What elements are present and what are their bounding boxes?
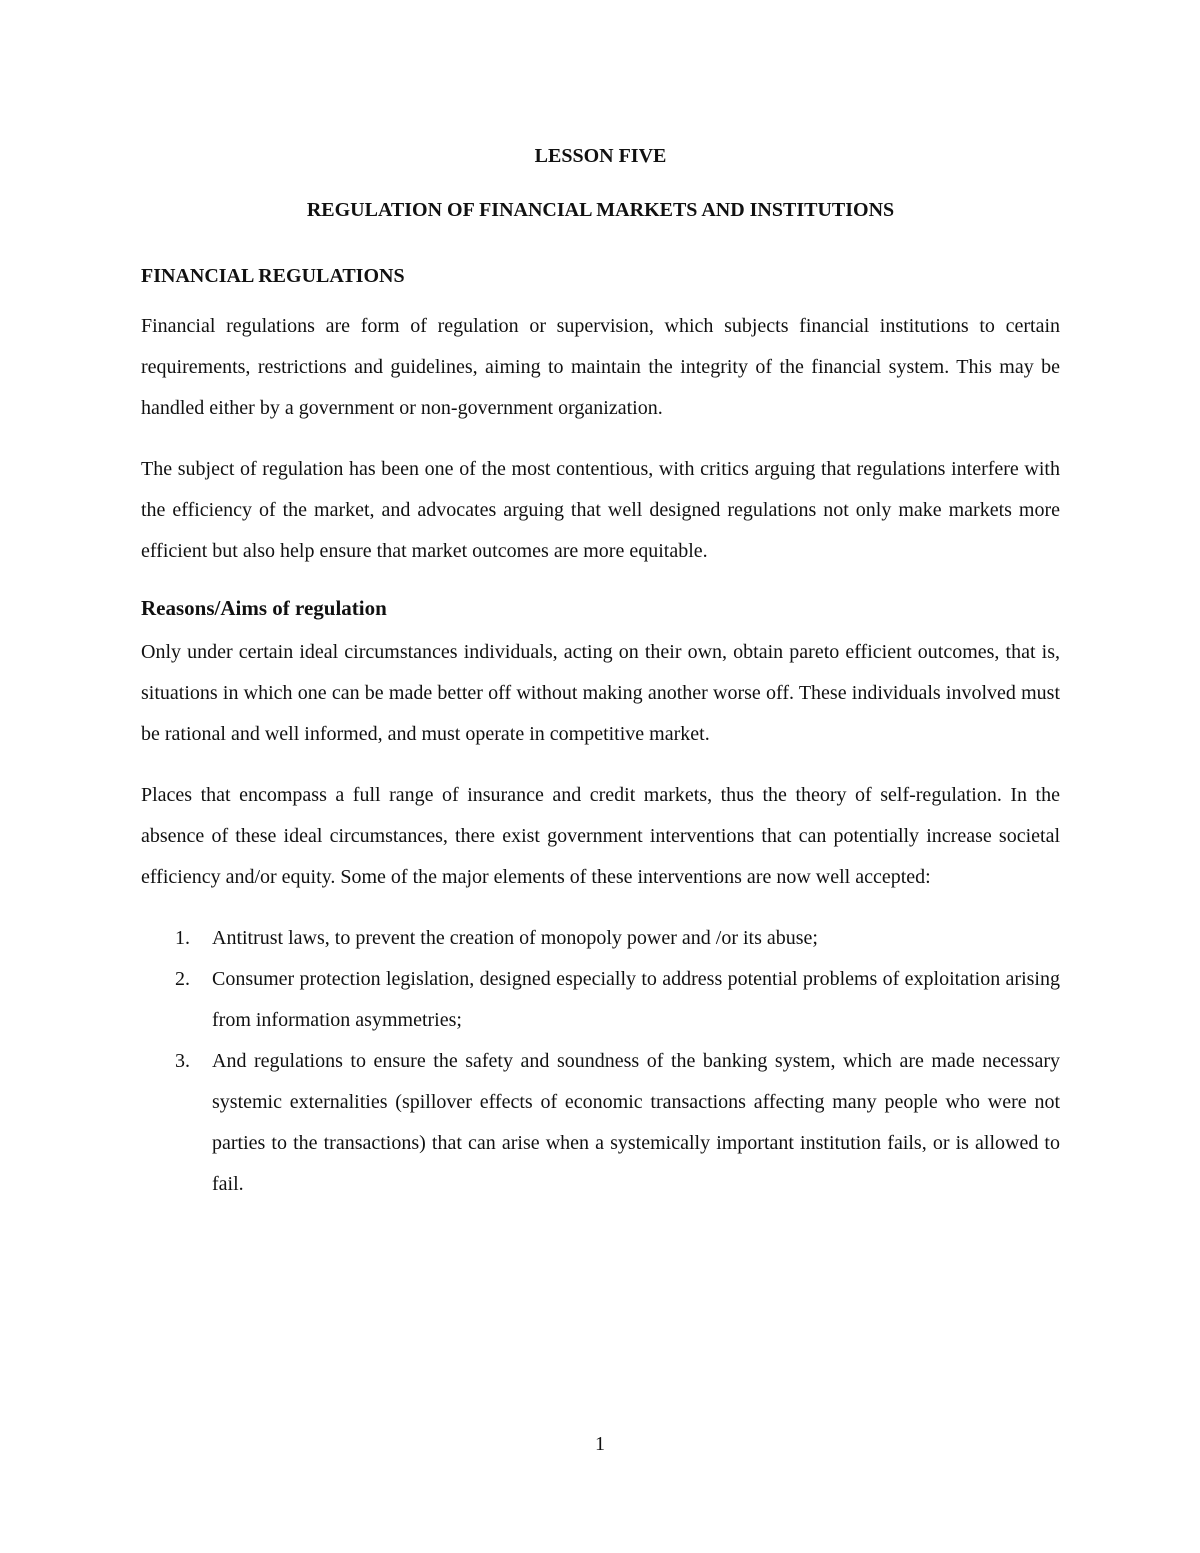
list-item-text: Consumer protection legislation, designed especially to address potential problems of exploitation arising from information asymmetries;	[212, 968, 1060, 1031]
list-item-number: 2.	[175, 968, 190, 990]
paragraph-contention: The subject of regulation has been one of the most contentious, with critics arguing that regulations interfere with the efficiency of the market, and advocates arguing that well designed regulations not only make markets more efficient but also help ensure that market outcomes are more equitable.	[141, 458, 1060, 562]
subheading-reasons: Reasons/Aims of regulation	[141, 596, 387, 620]
list-item	[141, 1041, 1060, 1205]
paragraph-interventions: Places that encompass a full range of insurance and credit markets, thus the theory of self-regulation. In the absence of these ideal circumstances, there exist government interventions that can potentially increase societal efficiency and/or equity. Some of the major elements of these interventions are now well accepted:	[141, 784, 1060, 888]
lesson-title: LESSON FIVE	[534, 145, 667, 167]
interventions-list	[141, 918, 1060, 1205]
list-item-number: 1.	[175, 927, 190, 949]
list-item-text: And regulations to ensure the safety and soundness of the banking system, which are made necessary systemic externalities (spillover effects of economic transactions affecting many people who were not parties to the transactions) that can arise when a systemically important institution fails, or is allowed to fail.	[212, 1050, 1060, 1195]
section-heading: FINANCIAL REGULATIONS	[141, 265, 405, 287]
page-number: 1	[595, 1433, 605, 1455]
paragraph-pareto: Only under certain ideal circumstances individuals, acting on their own, obtain pareto efficient outcomes, that is, situations in which one can be made better off without making another worse off. These individuals involved must be rational and well informed, and must operate in competitive market.	[141, 641, 1060, 745]
paragraph-definition: Financial regulations are form of regulation or supervision, which subjects financial institutions to certain requirements, restrictions and guidelines, aiming to maintain the integrity of the financial system. This may be handled either by a government or non-government organization.	[141, 315, 1060, 419]
page-content	[141, 140, 1060, 1205]
list-item	[141, 959, 1060, 1041]
list-item-text: Antitrust laws, to prevent the creation of monopoly power and /or its abuse;	[212, 927, 818, 949]
chapter-title: REGULATION OF FINANCIAL MARKETS AND INSTITUTIONS	[306, 199, 895, 221]
list-item	[141, 918, 1060, 959]
list-item-number: 3.	[175, 1050, 190, 1072]
